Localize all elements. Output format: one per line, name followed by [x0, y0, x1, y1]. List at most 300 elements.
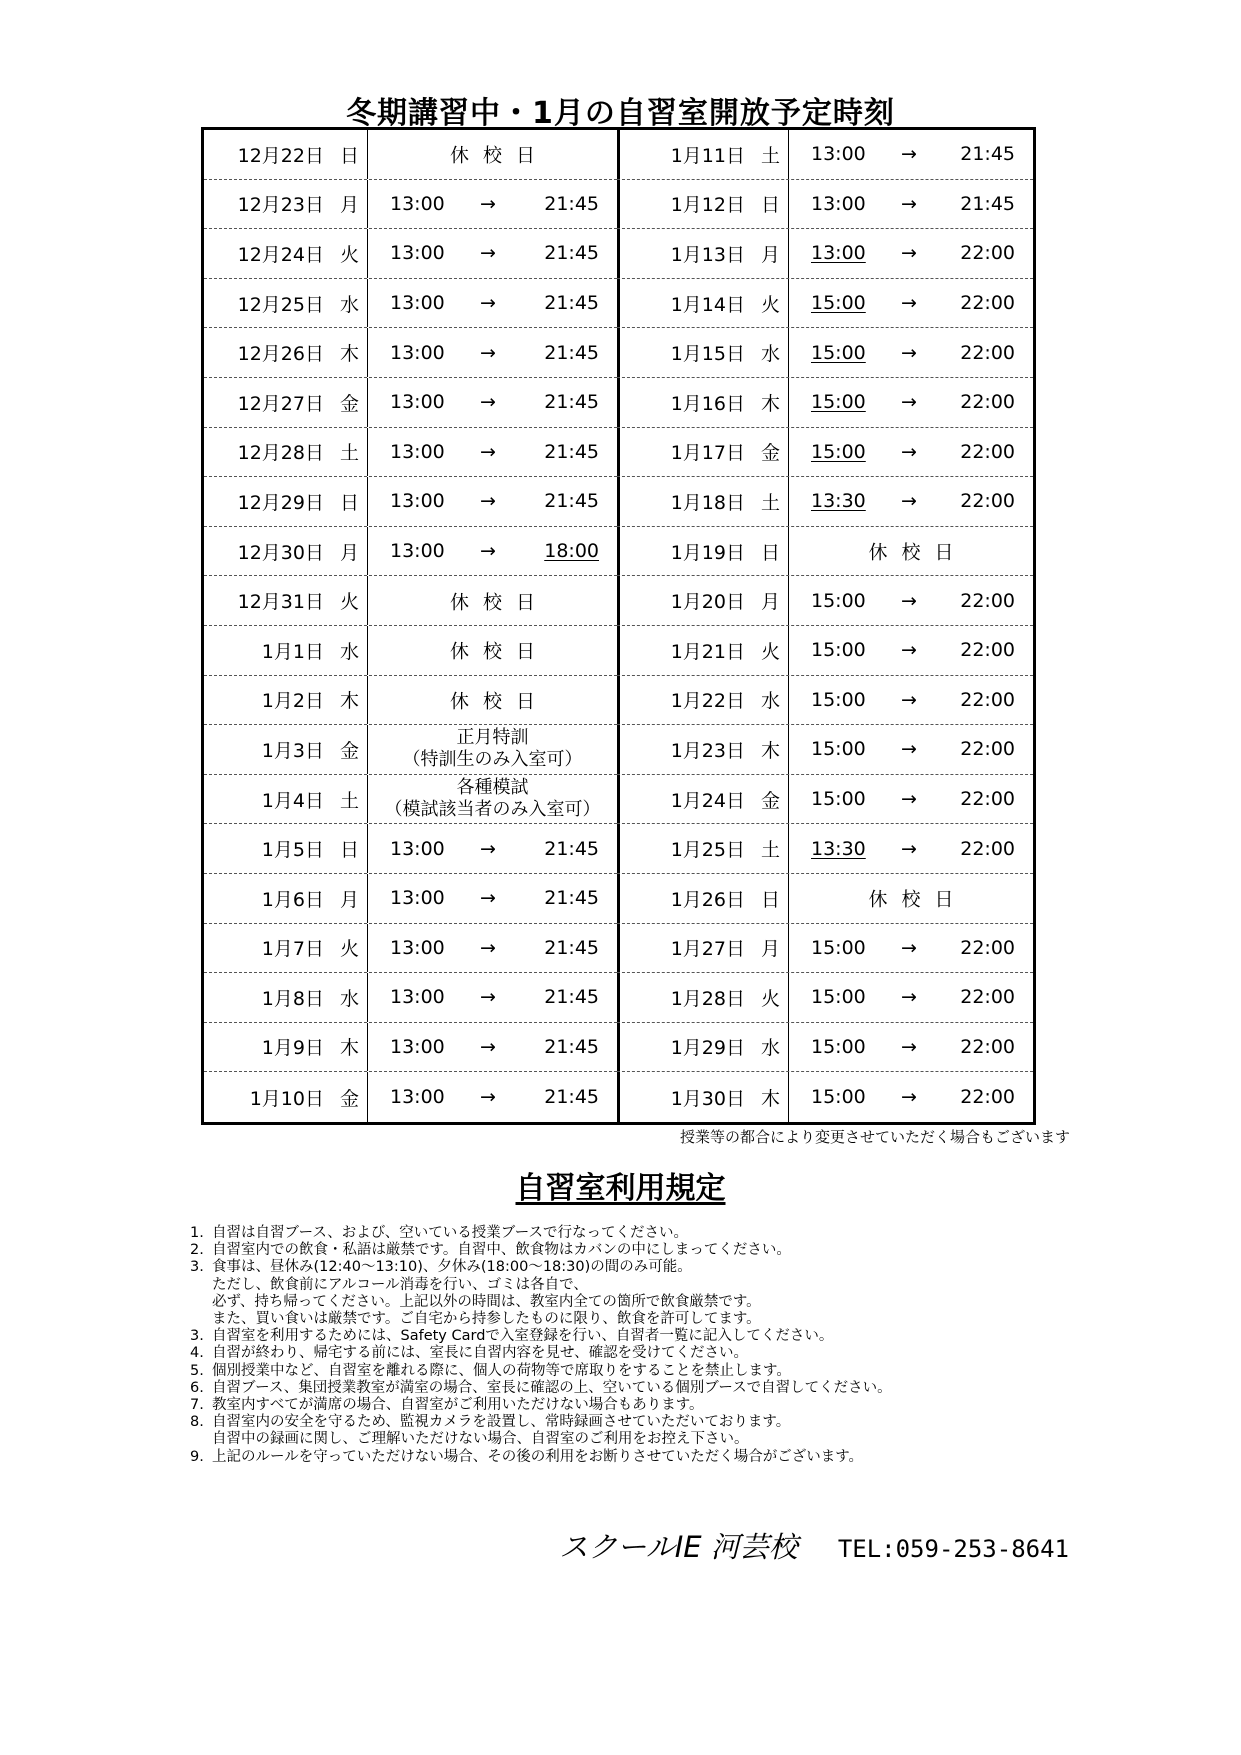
rule-number: 9. — [190, 1448, 204, 1465]
weekday-label: 火 — [339, 243, 359, 266]
date-cell — [617, 1023, 789, 1072]
open-time: 15:00 — [811, 440, 866, 463]
hours-cell — [789, 279, 1033, 328]
hours-cell — [368, 676, 617, 725]
weekday-label: 金 — [760, 442, 780, 465]
arrow-icon: → — [901, 936, 917, 959]
weekday-label: 火 — [339, 938, 359, 961]
hours-cell — [789, 576, 1033, 625]
hours-cell — [789, 824, 1033, 873]
arrow-icon: → — [480, 986, 496, 1009]
date-cell — [617, 626, 789, 675]
weekday-label: 金 — [339, 1087, 359, 1110]
date-cell — [204, 130, 368, 179]
special-note — [368, 727, 617, 771]
date-label: 1月7日 — [261, 938, 324, 961]
weekday-label: 土 — [760, 491, 780, 514]
open-time: 13:00 — [390, 1035, 445, 1058]
date-cell — [204, 378, 368, 427]
date-label: 1月6日 — [261, 888, 324, 911]
rule-number — [190, 1277, 212, 1294]
date-label: 1月28日 — [670, 987, 745, 1010]
arrow-icon: → — [901, 589, 917, 612]
close-time: 21:45 — [960, 192, 1015, 215]
close-time: 22:00 — [960, 391, 1015, 414]
weekday-label: 火 — [339, 591, 359, 614]
date-cell — [617, 676, 789, 725]
date-label: 12月31日 — [237, 591, 324, 614]
weekday-label: 水 — [760, 1037, 780, 1060]
open-time: 13:00 — [390, 242, 445, 265]
schedule-row — [617, 626, 1033, 676]
date-cell — [204, 328, 368, 377]
hours-cell — [368, 527, 617, 576]
schedule-row — [204, 180, 617, 230]
rule-item — [190, 1363, 1090, 1380]
date-label: 12月24日 — [237, 243, 324, 266]
closed-label: 休校日 — [868, 888, 968, 911]
open-time: 15:00 — [811, 738, 866, 761]
weekday-label: 木 — [339, 690, 359, 713]
schedule-row — [204, 924, 617, 974]
rules-list — [190, 1225, 1090, 1466]
schedule-row — [617, 279, 1033, 329]
rule-text: 必ず、持ち帰ってください。上記以外の時間は、教室内全ての箇所で飲食厳禁です。 — [212, 1293, 761, 1310]
schedule-row — [204, 775, 617, 825]
open-time: 13:00 — [390, 391, 445, 414]
weekday-label: 金 — [339, 739, 359, 762]
special-line: （特訓生のみ入室可） — [402, 749, 583, 771]
schedule-row — [617, 328, 1033, 378]
date-label: 1月18日 — [670, 491, 745, 514]
open-time: 15:00 — [811, 639, 866, 662]
close-time: 22:00 — [960, 688, 1015, 711]
arrow-icon: → — [901, 1035, 917, 1058]
date-label: 1月21日 — [670, 640, 745, 663]
arrow-icon: → — [480, 540, 496, 563]
close-time: 22:00 — [960, 1035, 1015, 1058]
date-label: 1月16日 — [670, 392, 745, 415]
arrow-icon: → — [480, 1086, 496, 1109]
open-time: 13:00 — [811, 143, 866, 166]
rule-text: 上記のルールを守っていただけない場合、その後の利用をお断りさせていただく場合がございます。 — [212, 1448, 864, 1465]
schedule-row — [204, 1023, 617, 1073]
hours-cell — [789, 477, 1033, 526]
open-time: 13:00 — [390, 192, 445, 215]
hours-cell — [789, 676, 1033, 725]
rule-text: 教室内すべてが満席の場合、自習室がご利用いただけない場合もあります。 — [212, 1397, 704, 1414]
rule-number: 1. — [190, 1225, 204, 1241]
hours-cell — [789, 229, 1033, 278]
rule-text: 自習中の録画に関し、ご理解いただけない場合、自習室のご利用をお控え下さい。 — [212, 1431, 749, 1448]
weekday-label: 月 — [339, 541, 359, 564]
rule-item — [190, 1328, 1090, 1345]
weekday-label: 日 — [760, 888, 780, 911]
date-cell — [617, 824, 789, 873]
rule-item — [190, 1345, 1090, 1362]
rule-item — [190, 1294, 1090, 1311]
weekday-label: 水 — [339, 640, 359, 663]
hours-cell — [789, 378, 1033, 427]
open-time: 13:00 — [390, 887, 445, 910]
date-label: 12月25日 — [237, 293, 324, 316]
date-label: 1月27日 — [670, 938, 745, 961]
schedule-row — [617, 676, 1033, 726]
date-label: 1月22日 — [670, 690, 745, 713]
hours-cell — [789, 130, 1033, 179]
close-time: 21:45 — [544, 1035, 599, 1058]
closed-label: 休校日 — [868, 541, 968, 564]
schedule-row — [617, 477, 1033, 527]
schedule-row — [204, 328, 617, 378]
hours-cell — [368, 378, 617, 427]
rule-number: 8. — [190, 1414, 204, 1431]
phone-number: TEL:059-253-8641 — [837, 1535, 1069, 1563]
schedule-row — [204, 973, 617, 1023]
date-cell — [617, 973, 789, 1022]
rule-item — [190, 1259, 1090, 1276]
weekday-label: 木 — [760, 392, 780, 415]
date-cell — [204, 428, 368, 477]
date-label: 12月22日 — [237, 144, 324, 167]
footer — [559, 1525, 1069, 1566]
arrow-icon: → — [480, 391, 496, 414]
open-time: 15:00 — [811, 1086, 866, 1109]
schedule-row — [204, 229, 617, 279]
date-cell — [617, 477, 789, 526]
close-time: 22:00 — [960, 440, 1015, 463]
schedule-row — [204, 874, 617, 924]
schedule-row — [204, 130, 617, 180]
hours-cell — [368, 130, 617, 179]
rule-text: 自習が終わり、帰宅する前には、室長に自習内容を見せ、確認を受けてください。 — [212, 1345, 749, 1362]
schedule-row — [617, 1023, 1033, 1073]
rule-item — [190, 1311, 1090, 1328]
date-label: 1月11日 — [670, 144, 745, 167]
arrow-icon: → — [480, 242, 496, 265]
schedule-left-column — [204, 130, 620, 1122]
weekday-label: 木 — [760, 739, 780, 762]
arrow-icon: → — [480, 341, 496, 364]
weekday-label: 月 — [760, 591, 780, 614]
hours-cell — [368, 874, 617, 923]
rule-item — [190, 1380, 1090, 1397]
date-cell — [204, 824, 368, 873]
schedule-row — [617, 824, 1033, 874]
date-label: 12月30日 — [237, 541, 324, 564]
date-cell — [204, 1072, 368, 1122]
hours-cell — [368, 1072, 617, 1122]
schedule-row — [204, 527, 617, 577]
date-cell — [617, 428, 789, 477]
hours-cell — [789, 180, 1033, 229]
rule-number — [190, 1294, 212, 1311]
hours-cell — [368, 477, 617, 526]
open-time: 15:00 — [811, 788, 866, 811]
schedule-right-column — [617, 130, 1033, 1122]
open-time: 15:00 — [811, 292, 866, 315]
rule-item — [190, 1449, 1090, 1466]
weekday-label: 日 — [339, 144, 359, 167]
close-time: 21:45 — [544, 490, 599, 513]
date-label: 1月9日 — [261, 1037, 324, 1060]
schedule-row — [204, 428, 617, 478]
hours-cell — [368, 180, 617, 229]
close-time: 21:45 — [960, 143, 1015, 166]
weekday-label: 水 — [760, 690, 780, 713]
date-cell — [617, 279, 789, 328]
date-label: 1月13日 — [670, 243, 745, 266]
hours-cell — [368, 775, 617, 824]
close-time: 21:45 — [544, 1086, 599, 1109]
arrow-icon: → — [901, 490, 917, 513]
close-time: 22:00 — [960, 242, 1015, 265]
date-label: 1月29日 — [670, 1037, 745, 1060]
arrow-icon: → — [480, 292, 496, 315]
date-label: 12月27日 — [237, 392, 324, 415]
date-cell — [204, 477, 368, 526]
date-label: 1月23日 — [670, 739, 745, 762]
schedule-row — [204, 576, 617, 626]
date-cell — [204, 180, 368, 229]
hours-cell — [368, 1023, 617, 1072]
hours-cell — [368, 279, 617, 328]
arrow-icon: → — [480, 936, 496, 959]
arrow-icon: → — [901, 391, 917, 414]
rule-text: 食事は、昼休み(12:40～13:10)、夕休み(18:00～18:30)の間のみ可能。 — [212, 1259, 692, 1276]
date-cell — [204, 775, 368, 824]
date-label: 12月29日 — [237, 491, 324, 514]
weekday-label: 金 — [339, 392, 359, 415]
schedule-row — [617, 1072, 1033, 1122]
hours-cell — [789, 1023, 1033, 1072]
arrow-icon: → — [901, 837, 917, 860]
rule-item — [190, 1397, 1090, 1414]
date-label: 1月8日 — [261, 987, 324, 1010]
schedule-row — [204, 477, 617, 527]
schedule-row — [204, 676, 617, 726]
weekday-label: 水 — [339, 987, 359, 1010]
hours-cell — [789, 725, 1033, 774]
date-label: 1月12日 — [670, 194, 745, 217]
close-time: 22:00 — [960, 639, 1015, 662]
weekday-label: 火 — [760, 293, 780, 316]
rule-number: 5. — [190, 1362, 204, 1379]
arrow-icon: → — [480, 887, 496, 910]
open-time: 13:30 — [811, 837, 866, 860]
weekday-label: 月 — [339, 888, 359, 911]
arrow-icon: → — [480, 837, 496, 860]
schedule-row — [617, 775, 1033, 825]
rule-text: 自習ブース、集団授業教室が満室の場合、室長に確認の上、空いている個別ブースで自習してください。 — [212, 1379, 892, 1396]
weekday-label: 月 — [339, 194, 359, 217]
date-cell — [204, 527, 368, 576]
date-label: 1月1日 — [261, 640, 324, 663]
open-time: 13:00 — [390, 936, 445, 959]
close-time: 21:45 — [544, 837, 599, 860]
date-cell — [617, 527, 789, 576]
arrow-icon: → — [901, 986, 917, 1009]
open-time: 13:00 — [811, 192, 866, 215]
schedule-row — [204, 725, 617, 775]
closed-label: 休校日 — [449, 591, 549, 614]
arrow-icon: → — [901, 738, 917, 761]
date-label: 1月3日 — [261, 739, 324, 762]
close-time: 22:00 — [960, 292, 1015, 315]
date-cell — [204, 973, 368, 1022]
rule-text: 自習室内の安全を守るため、監視カメラを設置し、常時録画させていただいております。 — [212, 1414, 791, 1431]
date-cell — [204, 279, 368, 328]
weekday-label: 日 — [339, 839, 359, 862]
arrow-icon: → — [901, 242, 917, 265]
special-line: 正月特訓 — [456, 727, 529, 749]
special-note — [368, 777, 617, 821]
special-line: 各種模試 — [456, 777, 529, 799]
weekday-label: 日 — [760, 541, 780, 564]
rule-text: 自習室内での飲食・私語は厳禁です。自習中、飲食物はカバンの中にしまってください。 — [212, 1242, 791, 1259]
close-time: 22:00 — [960, 738, 1015, 761]
open-time: 13:30 — [811, 490, 866, 513]
date-label: 1月4日 — [261, 789, 324, 812]
rule-number: 3. — [190, 1259, 204, 1276]
date-label: 1月14日 — [670, 293, 745, 316]
weekday-label: 日 — [339, 491, 359, 514]
rule-item — [190, 1242, 1090, 1259]
rule-number: 7. — [190, 1397, 204, 1414]
weekday-label: 月 — [760, 938, 780, 961]
close-time: 21:45 — [544, 192, 599, 215]
open-time: 15:00 — [811, 391, 866, 414]
close-time: 21:45 — [544, 887, 599, 910]
weekday-label: 土 — [339, 442, 359, 465]
date-label: 1月17日 — [670, 442, 745, 465]
arrow-icon: → — [901, 143, 917, 166]
weekday-label: 木 — [339, 343, 359, 366]
rule-number: 3. — [190, 1328, 204, 1345]
open-time: 13:00 — [390, 440, 445, 463]
rule-item — [190, 1225, 1090, 1242]
close-time: 21:45 — [544, 986, 599, 1009]
weekday-label: 月 — [760, 243, 780, 266]
close-time: 21:45 — [544, 936, 599, 959]
arrow-icon: → — [901, 688, 917, 711]
hours-cell — [789, 775, 1033, 824]
open-time: 13:00 — [390, 292, 445, 315]
hours-cell — [368, 576, 617, 625]
open-time: 15:00 — [811, 589, 866, 612]
close-time: 22:00 — [960, 589, 1015, 612]
weekday-label: 木 — [339, 1037, 359, 1060]
arrow-icon: → — [901, 192, 917, 215]
rule-text: また、買い食いは厳禁です。ご自宅から持参したものに限り、飲食を許可してます。 — [212, 1311, 761, 1328]
close-time: 21:45 — [544, 391, 599, 414]
arrow-icon: → — [480, 1035, 496, 1058]
hours-cell — [368, 328, 617, 377]
hours-cell — [368, 725, 617, 774]
date-label: 1月24日 — [670, 789, 745, 812]
weekday-label: 水 — [760, 343, 780, 366]
open-time: 15:00 — [811, 341, 866, 364]
rule-number: 2. — [190, 1242, 204, 1259]
arrow-icon: → — [480, 440, 496, 463]
date-cell — [617, 180, 789, 229]
rule-text: ただし、飲食前にアルコール消毒を行い、ゴミは各自で、 — [212, 1276, 588, 1293]
weekday-label: 土 — [339, 789, 359, 812]
date-label: 1月25日 — [670, 839, 745, 862]
school-name: スクールIE 河芸校 — [559, 1530, 798, 1564]
hours-cell — [368, 824, 617, 873]
change-note: 授業等の都合により変更させていただく場合もございます — [679, 1128, 1070, 1146]
close-time: 21:45 — [544, 292, 599, 315]
hours-cell — [789, 973, 1033, 1022]
rule-text: 自習は自習ブース、および、空いている授業ブースで行なってください。 — [212, 1225, 689, 1241]
arrow-icon: → — [901, 639, 917, 662]
date-label: 1月10日 — [249, 1087, 324, 1110]
open-time: 15:00 — [811, 936, 866, 959]
date-cell — [617, 924, 789, 973]
schedule-row — [617, 725, 1033, 775]
date-cell — [204, 874, 368, 923]
schedule-row — [617, 180, 1033, 230]
schedule-row — [617, 229, 1033, 279]
date-label: 1月15日 — [670, 343, 745, 366]
close-time: 18:00 — [544, 540, 599, 563]
schedule-row — [204, 626, 617, 676]
date-cell — [204, 626, 368, 675]
date-cell — [617, 328, 789, 377]
date-cell — [617, 576, 789, 625]
date-cell — [617, 130, 789, 179]
weekday-label: 火 — [760, 640, 780, 663]
date-label: 1月26日 — [670, 888, 745, 911]
date-label: 12月26日 — [237, 343, 324, 366]
rule-item — [190, 1414, 1090, 1431]
close-time: 22:00 — [960, 837, 1015, 860]
date-label: 12月28日 — [237, 442, 324, 465]
schedule-row — [204, 824, 617, 874]
schedule-row — [617, 973, 1033, 1023]
date-cell — [617, 725, 789, 774]
date-cell — [204, 725, 368, 774]
schedule-row — [617, 576, 1033, 626]
date-cell — [204, 676, 368, 725]
schedule-row — [617, 378, 1033, 428]
arrow-icon: → — [480, 490, 496, 513]
rule-number — [190, 1311, 212, 1328]
hours-cell — [789, 874, 1033, 923]
hours-cell — [789, 924, 1033, 973]
arrow-icon: → — [901, 788, 917, 811]
arrow-icon: → — [901, 440, 917, 463]
rule-text: 個別授業中など、自習室を離れる際に、個人の荷物等で席取りをすることを禁止します。 — [212, 1362, 791, 1379]
closed-label: 休校日 — [449, 144, 549, 167]
open-time: 13:00 — [390, 986, 445, 1009]
date-label: 1月2日 — [261, 690, 324, 713]
date-cell — [617, 775, 789, 824]
weekday-label: 木 — [760, 1087, 780, 1110]
arrow-icon: → — [480, 192, 496, 215]
close-time: 22:00 — [960, 1086, 1015, 1109]
weekday-label: 金 — [760, 789, 780, 812]
schedule-row — [617, 924, 1033, 974]
rule-item — [190, 1431, 1090, 1448]
close-time: 21:45 — [544, 242, 599, 265]
close-time: 22:00 — [960, 936, 1015, 959]
schedule-table — [201, 127, 1036, 1125]
close-time: 21:45 — [544, 440, 599, 463]
open-time: 13:00 — [390, 540, 445, 563]
date-label: 12月23日 — [237, 194, 324, 217]
